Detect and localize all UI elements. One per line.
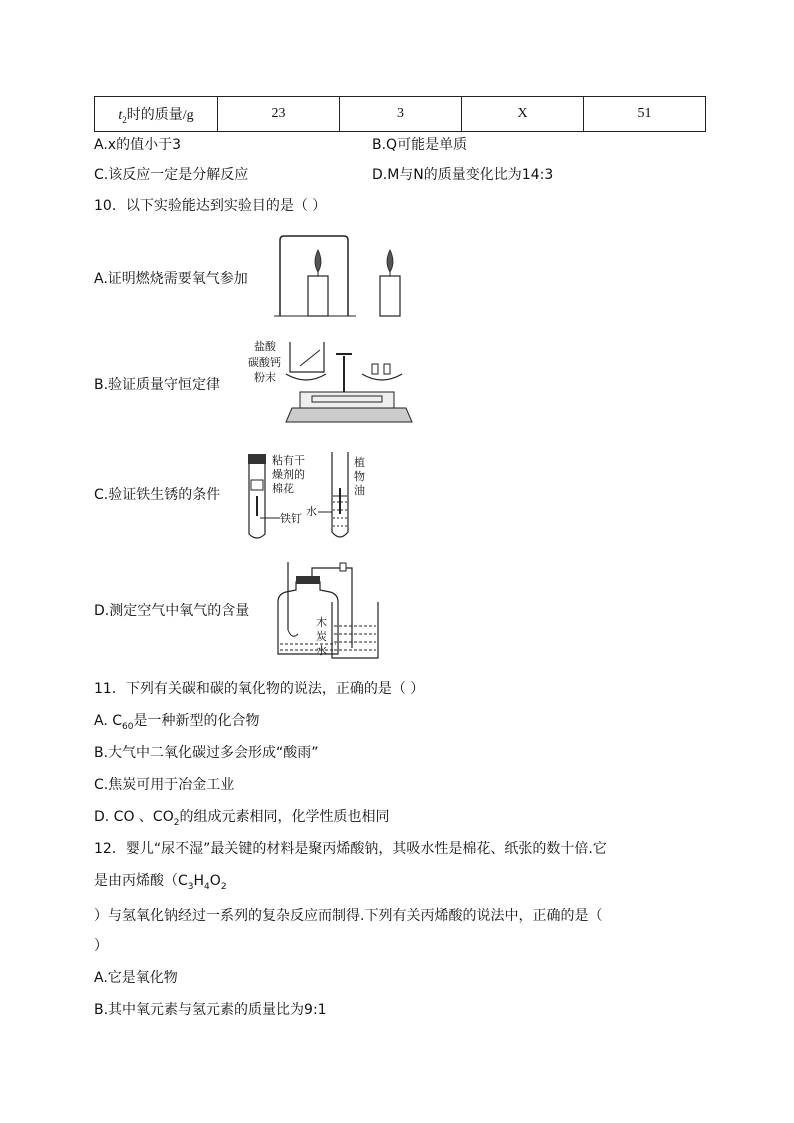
q9-option-c: C.该反应一定是分解反应 bbox=[94, 167, 249, 183]
label-hydrochloric-acid: 盐酸 bbox=[254, 340, 276, 353]
q12-stem-line3: ）与氢氧化钠经过一系列的复杂反应而制得.下列有关丙烯酸的说法中，正确的是（ bbox=[94, 908, 603, 924]
q11-a-subscript: 60 bbox=[122, 721, 134, 732]
q10-option-c: C.验证铁生锈的条件 bbox=[94, 487, 221, 503]
formula-sub: 2 bbox=[220, 881, 227, 892]
table-cell: 23 bbox=[218, 97, 340, 132]
q11-a-text: 是一种新型的化合物 bbox=[133, 713, 260, 729]
label-dry-agent-2: 燥剂的 bbox=[272, 468, 305, 481]
q9-option-b: B.Q可能是单质 bbox=[372, 137, 468, 153]
q10-stem: 10．以下实验能达到实验目的是（ ） bbox=[94, 198, 327, 214]
q11-stem: 11．下列有关碳和碳的氧化物的说法，正确的是（ ） bbox=[94, 681, 425, 697]
label-powder: 粉末 bbox=[254, 371, 276, 384]
q11-option-b: B.大气中二氧化碳过多会形成“酸雨” bbox=[94, 745, 319, 761]
row-label-cell bbox=[95, 97, 218, 132]
q12-option-a: A.它是氧化物 bbox=[94, 970, 178, 986]
label-plant-1: 植 bbox=[354, 456, 365, 469]
label-water: 水 bbox=[306, 505, 317, 518]
label-water-d: 水 bbox=[316, 644, 327, 657]
q9-option-d: D.M与N的质量变化比为14:3 bbox=[372, 167, 554, 183]
q10-option-a: A.证明燃烧需要氧气参加 bbox=[94, 271, 248, 287]
candle-bell-jar-diagram bbox=[272, 232, 422, 322]
q12-stem-line1: 12．婴儿“尿不湿”最关键的材料是聚丙烯酸钠，其吸水性是棉花、纸张的数十倍.它 bbox=[94, 841, 607, 857]
q11-d-subscript: 2 bbox=[173, 817, 180, 828]
table-cell: X bbox=[462, 97, 584, 132]
q10-option-b: B.验证质量守恒定律 bbox=[94, 377, 221, 393]
mass-table bbox=[94, 96, 706, 132]
q12-line2-text: 是由丙烯酸（C bbox=[94, 873, 188, 889]
table-cell: 51 bbox=[584, 97, 706, 132]
t-symbol: t bbox=[118, 107, 123, 123]
formula-o: O bbox=[209, 873, 221, 889]
q9-option-a: A.x的值小于3 bbox=[94, 137, 181, 153]
formula-h: H bbox=[193, 873, 205, 889]
row-label-text: 时的质量/g bbox=[126, 107, 194, 123]
label-charcoal: 炭 bbox=[316, 630, 327, 643]
q12-option-b: B.其中氧元素与氢元素的质量比为9:1 bbox=[94, 1002, 327, 1018]
table-row bbox=[95, 97, 706, 132]
label-dry-agent-1: 粘有干 bbox=[272, 454, 305, 467]
label-iron-nail: 铁钉 bbox=[280, 512, 302, 525]
table-cell: 3 bbox=[340, 97, 462, 132]
q12-stem-line2 bbox=[94, 870, 227, 892]
q11-d-prefix: D. CO 、CO bbox=[94, 809, 174, 825]
q11-option-a bbox=[94, 710, 259, 732]
t-subscript: 2 bbox=[122, 114, 127, 125]
q11-option-c: C.焦炭可用于冶金工业 bbox=[94, 777, 235, 793]
q11-a-prefix: A. C bbox=[94, 713, 123, 729]
q12-stem-line4: ） bbox=[94, 938, 108, 954]
q10-option-d: D.测定空气中氧气的含量 bbox=[94, 603, 250, 619]
label-wood: 木 bbox=[316, 616, 327, 629]
label-calcium-carbonate: 碳酸钙 bbox=[248, 356, 281, 369]
q11-option-d bbox=[94, 806, 389, 828]
oxygen-measure-apparatus bbox=[270, 560, 390, 660]
label-cotton: 棉花 bbox=[272, 482, 294, 495]
label-plant-2: 物 bbox=[354, 470, 365, 483]
iron-rust-test-tubes bbox=[240, 452, 390, 544]
formula-sub: 3 bbox=[187, 881, 194, 892]
balance-diagram bbox=[240, 336, 420, 428]
formula-sub: 4 bbox=[204, 881, 210, 892]
q11-d-text: 的组成元素相同，化学性质也相同 bbox=[179, 809, 390, 825]
label-oil: 油 bbox=[354, 484, 365, 497]
